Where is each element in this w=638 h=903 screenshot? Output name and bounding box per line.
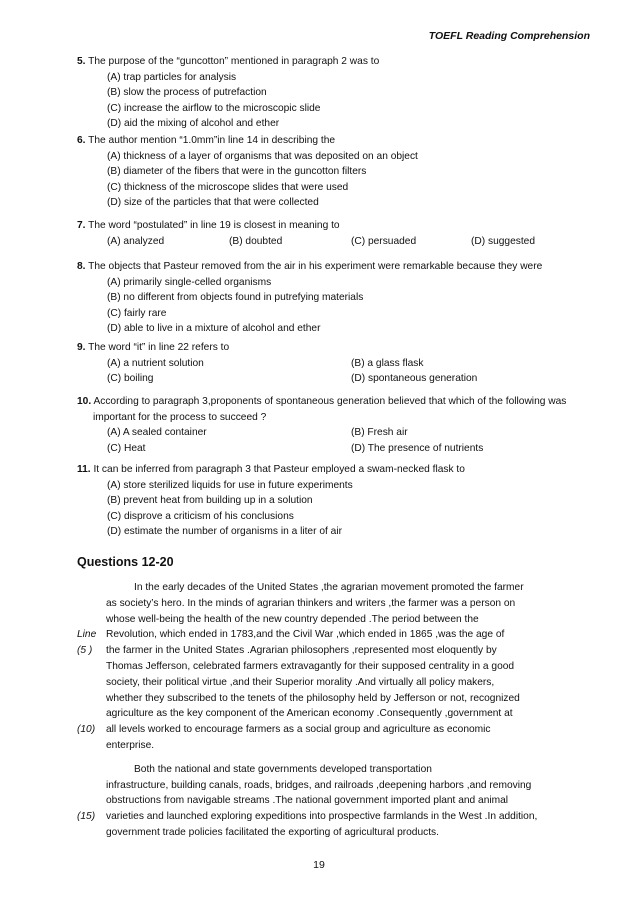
question-number: 5. bbox=[77, 56, 86, 67]
option-c: (C) disprove a criticism of his conclusions bbox=[107, 510, 294, 522]
question-text: The author mention “1.0mm”in line 14 in describing the bbox=[85, 135, 336, 146]
option-a: (A) thickness of a layer of organisms that was deposited on an object bbox=[107, 150, 418, 162]
question-11 bbox=[77, 462, 597, 540]
option-b: (B) a glass flask bbox=[351, 357, 424, 369]
reading-passage bbox=[0, 580, 638, 841]
passage-line: infrastructure, building canals, roads, bridges, and railroads ,deepening harbors ,and removing bbox=[106, 779, 532, 791]
passage-line: the farmer in the United States .Agrarian philosophers ,represented most eloquently by bbox=[106, 645, 497, 657]
section-title: Questions 12-20 bbox=[77, 555, 174, 569]
option-d: (D) The presence of nutrients bbox=[351, 442, 484, 454]
option-c: (C) fairly rare bbox=[107, 307, 167, 319]
option-c: (C) boiling bbox=[107, 373, 154, 385]
question-9 bbox=[77, 340, 597, 387]
passage-line: government trade policies facilitated the exporting of agricultural products. bbox=[106, 826, 439, 838]
option-c: (C) Heat bbox=[107, 442, 146, 454]
page-number: 19 bbox=[313, 859, 325, 871]
option-a: (A) A sealed container bbox=[107, 427, 207, 439]
question-5 bbox=[77, 54, 597, 132]
option-d: (D) suggested bbox=[471, 235, 535, 247]
option-c: (C) persuaded bbox=[351, 235, 417, 247]
option-d: (D) able to live in a mixture of alcohol and ether bbox=[107, 323, 321, 335]
option-a: (A) trap particles for analysis bbox=[107, 71, 237, 83]
passage-line: whose well-being the health of the new country depended .The period between the bbox=[106, 613, 479, 625]
option-b: (B) Fresh air bbox=[351, 427, 408, 439]
passage-line: Both the national and state governments developed transportation bbox=[134, 763, 432, 775]
question-8 bbox=[77, 259, 597, 337]
option-b: (B) slow the process of putrefaction bbox=[107, 87, 267, 99]
question-text: The word “postulated” in line 19 is closest in meaning to bbox=[85, 220, 340, 231]
question-6 bbox=[77, 133, 597, 211]
question-text: The word “it” in line 22 refers to bbox=[85, 342, 230, 353]
passage-line: varieties and launched exploring expeditions into prospective farmlands in the West .In addition, bbox=[106, 811, 538, 823]
passage-line: Thomas Jefferson, celebrated farmers extravagantly for their supposed centrality in a good bbox=[106, 660, 515, 672]
option-d: (D) size of the particles that that were collected bbox=[107, 197, 319, 209]
option-b: (B) prevent heat from building up in a solution bbox=[107, 495, 313, 507]
question-text: The objects that Pasteur removed from the air in his experiment were remarkable because they were bbox=[85, 261, 543, 272]
option-d: (D) estimate the number of organisms in a liter of air bbox=[107, 526, 342, 538]
option-c: (C) thickness of the microscope slides that were used bbox=[107, 181, 349, 193]
option-b: (B) doubted bbox=[229, 235, 283, 247]
question-number: 10. bbox=[77, 396, 92, 407]
question-text: It can be inferred from paragraph 3 that Pasteur employed a swam-necked flask to bbox=[90, 464, 465, 475]
passage-line: whether they subscribed to the tenets of the philosophy held by Jefferson or not, recognized bbox=[106, 692, 520, 704]
question-7 bbox=[77, 218, 597, 249]
question-10 bbox=[77, 394, 597, 456]
passage-line: as society’s hero. In the minds of agrarian thinkers and writers ,the farmer was a person on bbox=[106, 597, 516, 609]
option-a: (A) store sterilized liquids for use in future experiments bbox=[107, 479, 353, 491]
question-number: 7. bbox=[77, 220, 86, 231]
line-marker: Line bbox=[77, 629, 97, 641]
option-b: (B) no different from objects found in putrefying materials bbox=[107, 292, 364, 304]
line-marker: (10) bbox=[77, 724, 96, 736]
question-number: 8. bbox=[77, 261, 86, 272]
question-text: The purpose of the “guncotton” mentioned in paragraph 2 was to bbox=[85, 56, 380, 67]
passage-line: Revolution, which ended in 1783,and the Civil War ,which ended in 1865 ,was the age of bbox=[106, 629, 505, 641]
passage-line: all levels worked to encourage farmers as a social group and agriculture as economic bbox=[106, 724, 491, 736]
option-a: (A) a nutrient solution bbox=[107, 357, 204, 369]
option-b: (B) diameter of the fibers that were in the guncotton filters bbox=[107, 166, 367, 178]
option-c: (C) increase the airflow to the microscopic slide bbox=[107, 102, 321, 114]
question-number: 6. bbox=[77, 135, 86, 146]
question-number: 9. bbox=[77, 342, 86, 353]
page-header: TOEFL Reading Comprehension bbox=[428, 30, 590, 42]
option-d: (D) spontaneous generation bbox=[351, 373, 478, 385]
passage-line: society, their political virtue ,and their Superior morality .And virtually all policy makers, bbox=[106, 676, 495, 688]
option-d: (D) aid the mixing of alcohol and ether bbox=[107, 118, 280, 130]
option-a: (A) primarily single-celled organisms bbox=[107, 276, 272, 288]
line-marker: (5 ) bbox=[77, 645, 93, 657]
passage-line: In the early decades of the United States ,the agrarian movement promoted the farmer bbox=[134, 582, 524, 593]
passage-line: enterprise. bbox=[106, 739, 155, 751]
line-marker: (15) bbox=[77, 811, 96, 823]
question-number: 11. bbox=[77, 464, 91, 475]
option-a: (A) analyzed bbox=[107, 235, 165, 247]
passage-line: obstructions from navigable streams .The national government imported plant and animal bbox=[106, 795, 509, 807]
passage-line: agriculture as the key component of the American economy .Consequently ,government at bbox=[106, 708, 513, 720]
question-text: According to paragraph 3,proponents of spontaneous generation believed that which of the following was important for the process to succeed ? bbox=[91, 396, 567, 423]
